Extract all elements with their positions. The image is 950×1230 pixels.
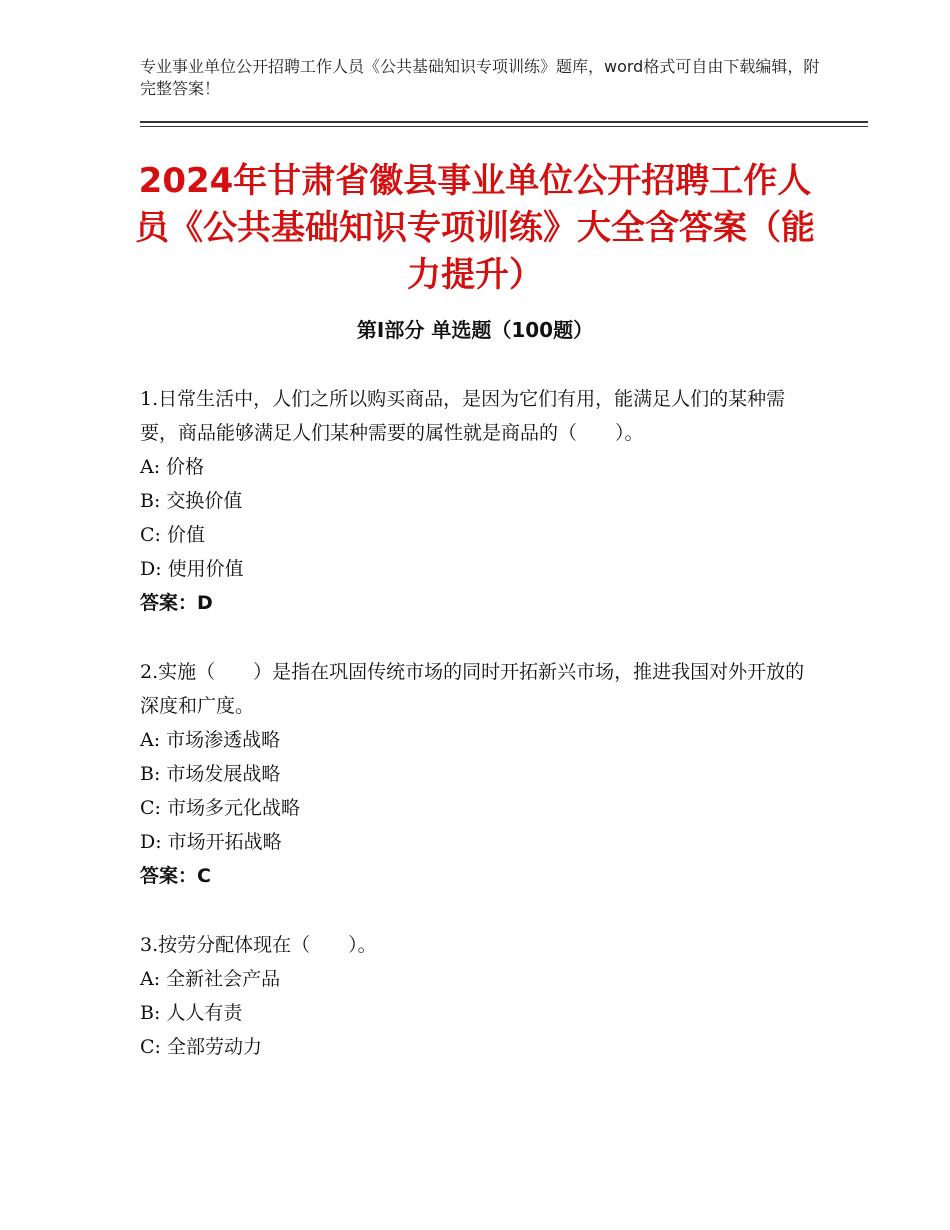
section-title: 第I部分 单选题（100题） (356, 318, 594, 342)
option-a: A: 全新社会产品 (140, 968, 281, 990)
option-d: D: 使用价值 (140, 558, 244, 580)
option-c: C: 全部劳动力 (140, 1036, 262, 1058)
question-stem: 2.实施（ ）是指在巩固传统市场的同时开拓新兴市场，推进我国对外开放的深度和广度。 (140, 661, 805, 717)
option-a: A: 价格 (140, 456, 205, 478)
question-list (140, 382, 810, 1064)
question-spacer (140, 620, 810, 655)
option-a: A: 市场渗透战略 (140, 729, 281, 751)
question-stem: 3.按劳分配体现在（ ）。 (140, 934, 377, 956)
answer-line: 答案：C (140, 865, 211, 887)
option-b: B: 市场发展战略 (140, 763, 281, 785)
header-note: 专业事业单位公开招聘工作人员《公共基础知识专项训练》题库，word格式可自由下载编辑，附完整答案！ (140, 57, 820, 98)
option-d: D: 市场开拓战略 (140, 831, 282, 853)
question-stem: 1.日常生活中，人们之所以购买商品，是因为它们有用，能满足人们的某种需要，商品能够满足人们某种需要的属性就是商品的（ ）。 (140, 388, 786, 444)
question-3 (140, 928, 810, 1064)
option-c: C: 市场多元化战略 (140, 797, 300, 819)
header-divider-thin (140, 126, 868, 127)
question-2 (140, 655, 810, 893)
question-1 (140, 382, 810, 620)
question-spacer (140, 893, 810, 928)
option-c: C: 价值 (140, 524, 205, 546)
answer-line: 答案：D (140, 592, 213, 614)
option-b: B: 交换价值 (140, 490, 243, 512)
option-b: B: 人人有责 (140, 1002, 243, 1024)
document-title: 2024年甘肃省徽县事业单位公开招聘工作人员《公共基础知识专项训练》大全含答案（能力提升） (135, 161, 815, 295)
header-divider-thick (140, 121, 868, 123)
